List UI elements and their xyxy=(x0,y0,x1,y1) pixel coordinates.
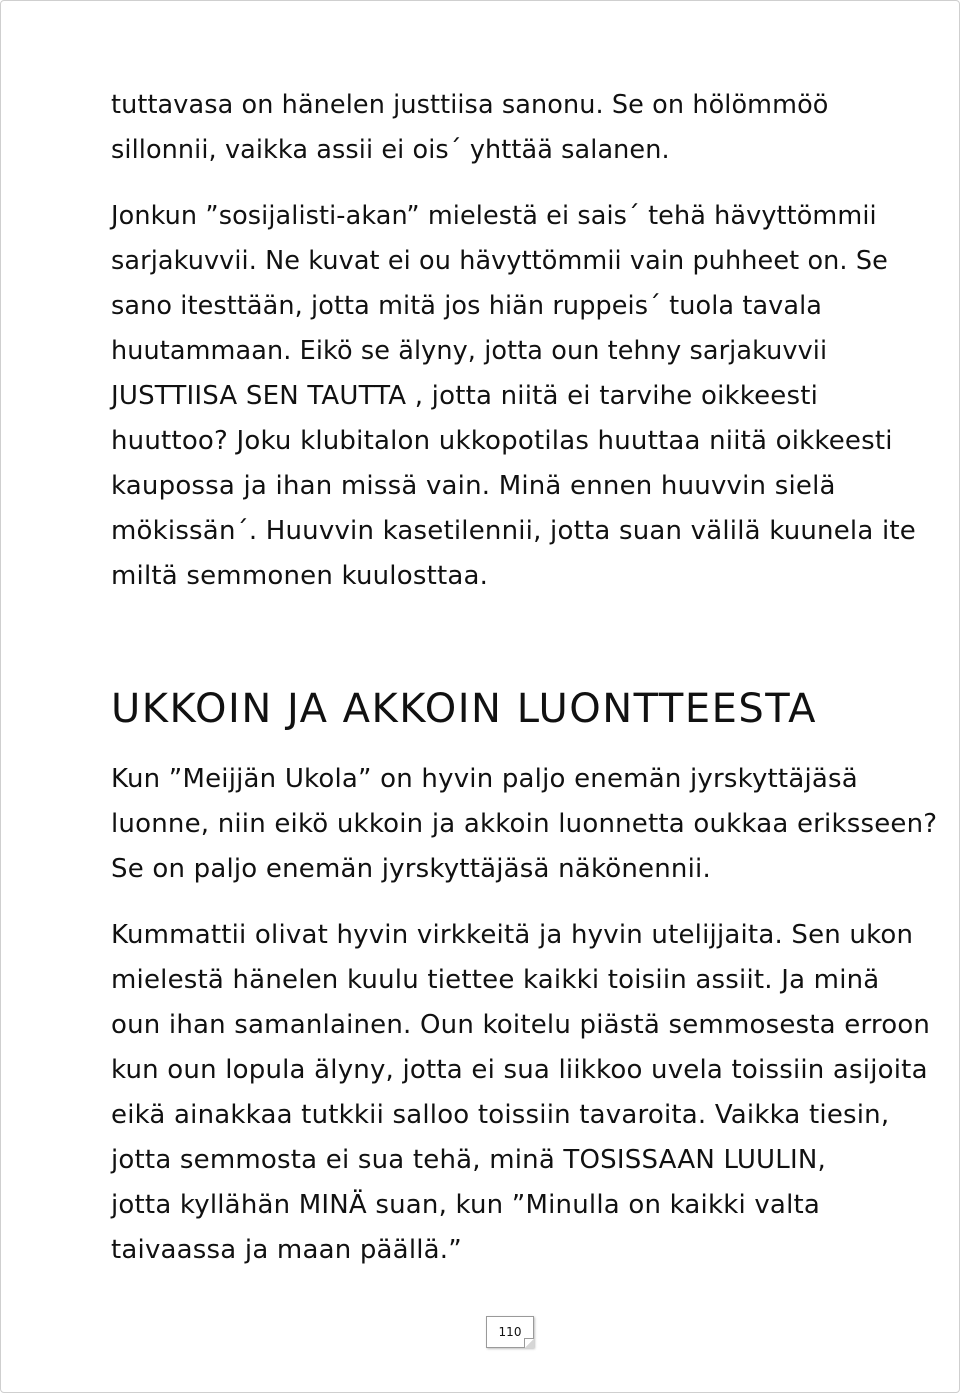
text-line: taivaassa ja maan päällä.” xyxy=(111,1235,462,1265)
folded-corner-icon xyxy=(524,1338,534,1348)
text-line: mielestä hänelen kuulu tiettee kaikki toisiin assiit. Ja minä xyxy=(111,965,880,995)
paragraph xyxy=(111,757,938,892)
page-number-badge xyxy=(486,1316,534,1348)
text-line: oun ihan samanlainen. Oun koitelu piästä semmosesta erroon xyxy=(111,1010,931,1040)
paragraph xyxy=(111,194,916,599)
text-line: huuttoo? Joku klubitalon ukkopotilas huuttaa niitä oikkeesti xyxy=(111,426,893,456)
text-line: kun oun lopula älyny, jotta ei sua liikkoo uvela toissiin asijoita xyxy=(111,1055,928,1085)
text-line: miltä semmonen kuulosttaa. xyxy=(111,561,489,591)
text-line: sano itesttään, jotta mitä jos hiän ruppeis´ tuola tavala xyxy=(111,291,823,321)
text-line: Jonkun ”sosijalisti-akan” mielestä ei sais´ tehä hävyttömmii xyxy=(111,201,877,231)
paragraph xyxy=(111,913,931,1273)
text-line: Kummattii olivat hyvin virkkeitä ja hyvin utelijjaita. Sen ukon xyxy=(111,920,914,950)
text-line: tuttavasa on hänelen justtiisa sanonu. Se on hölömmöö xyxy=(111,90,829,120)
text-line: sillonnii, vaikka assii ei ois´ yhttää salanen. xyxy=(111,135,670,165)
text-line: kaupossa ja ihan missä vain. Minä ennen huuvvin sielä xyxy=(111,471,836,501)
text-line: eikä ainakkaa tutkkii salloo toissiin tavaroita. Vaikka tiesin, xyxy=(111,1100,890,1130)
text-line: Se on paljo enemän jyrskyttäjäsä näkönennii. xyxy=(111,854,711,884)
paragraph xyxy=(111,83,911,173)
section-heading: UKKOIN JA AKKOIN LUONTTEESTA xyxy=(111,686,817,732)
text-line: jotta semmosta ei sua tehä, minä TOSISSAAN LUULIN, xyxy=(111,1145,826,1175)
text-line: sarjakuvvii. Ne kuvat ei ou hävyttömmii vain puhheet on. Se xyxy=(111,246,888,276)
text-line: mökissän´. Huuvvin kasetilennii, jotta suan välilä kuunela ite xyxy=(111,516,916,546)
text-line: jotta kyllähän MINÄ suan, kun ”Minulla on kaikki valta xyxy=(111,1190,821,1220)
text-line: luonne, niin eikö ukkoin ja akkoin luonnetta oukkaa eriksseen? xyxy=(111,809,938,839)
text-line: JUSTTIISA SEN TAUTTA , jotta niitä ei tarvihe oikkeesti xyxy=(111,381,819,411)
page-number: 110 xyxy=(498,1325,522,1339)
text-line: Kun ”Meijjän Ukola” on hyvin paljo enemän jyrskyttäjäsä xyxy=(111,764,858,794)
text-line: huutammaan. Eikö se älyny, jotta oun tehny sarjakuvvii xyxy=(111,336,828,366)
